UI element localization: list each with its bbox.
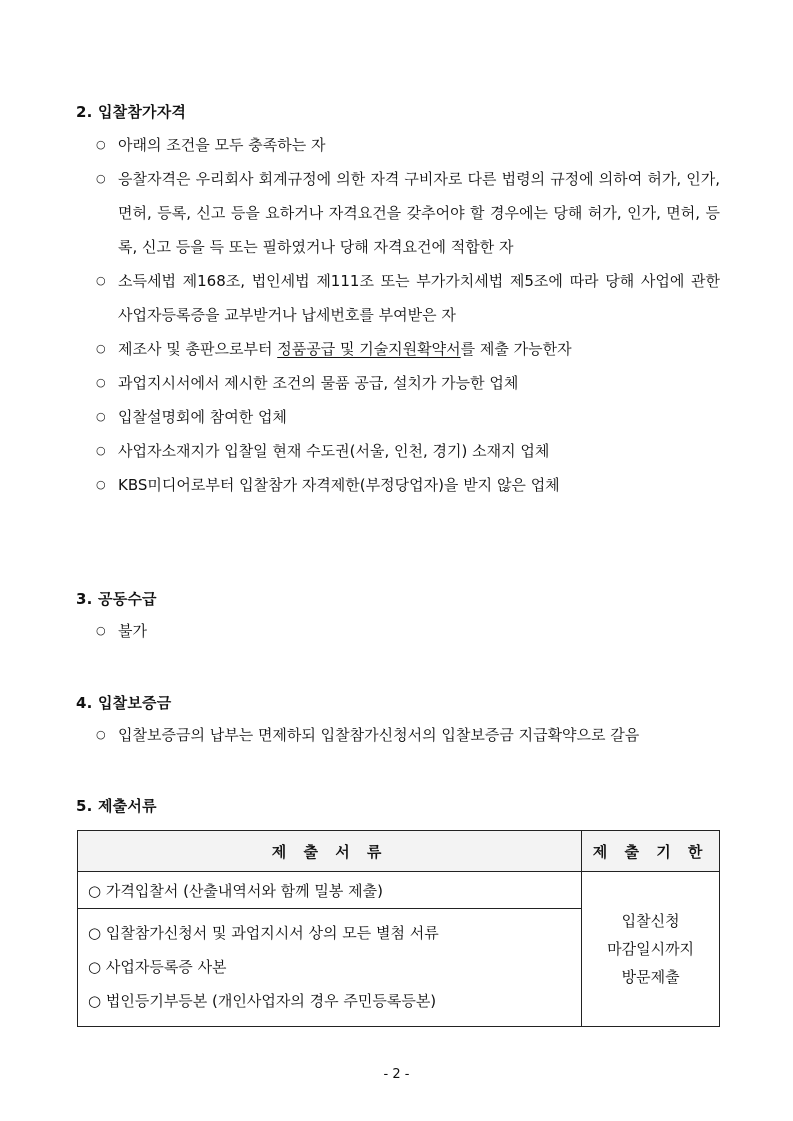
section-title-joint: 3. 공동수급 xyxy=(76,590,157,608)
list-item: ○ 과업지시서에서 제시한 조건의 물품 공급, 설치가 가능한 업체 xyxy=(96,366,720,400)
list-item: ○ 소득세법 제168조, 법인세법 제111조 또는 부가가치세법 제5조에 따라 당해 사업에 관한 사업자등록증을 교부받거나 납세번호를 부여받은 자 xyxy=(96,264,720,332)
header-documents: 제 출 서 류 xyxy=(78,831,582,872)
list-item: ○ 제조사 및 총판으로부터 정품공급 및 기술지원확약서를 제출 가능한자 xyxy=(96,332,720,366)
list-item: ○ 아래의 조건을 모두 충족하는 자 xyxy=(96,128,720,162)
bullet-icon: ○ xyxy=(96,274,106,287)
bullet-icon: ○ xyxy=(96,342,106,355)
bullet-icon: ○ xyxy=(96,410,106,423)
documents-table xyxy=(77,830,720,1027)
deadline-cell: 입찰신청 마감일시까지 방문제출 xyxy=(582,872,720,1027)
bullet-icon: ○ xyxy=(96,444,106,457)
table-row xyxy=(78,872,720,909)
bullet-icon: ○ xyxy=(96,624,106,637)
section-title-qualification: 2. 입찰참가자격 xyxy=(76,103,187,121)
list-item: ○ 응찰자격은 우리회사 회계규정에 의한 자격 구비자로 다른 법령의 규정에 의하여 허가, 인가, 면허, 등록, 신고 등을 요하거나 자격요건을 갖추어야 할 경우에는 당해 허가, 인가, 면허, 등록, 신고 등을 득 또는 필하였거나 당해 자격요건에 적합한 자 xyxy=(96,162,720,264)
bullet-icon: ○ xyxy=(96,138,106,151)
list-item: ○ KBS미디어로부터 입찰참가 자격제한(부정당업자)을 받지 않은 업체 xyxy=(96,468,720,502)
section-title-documents: 5. 제출서류 xyxy=(76,797,157,815)
list-item: ○ 불가 xyxy=(96,614,720,648)
underlined-text: 정품공급 및 기술지원확약서 xyxy=(277,340,461,358)
table-header-row xyxy=(78,831,720,872)
joint-list xyxy=(96,614,720,648)
doc-cell-price-bid: ○ 가격입찰서 (산출내역서와 함께 밀봉 제출) xyxy=(78,872,582,909)
bullet-icon: ○ xyxy=(96,728,106,741)
page-number: - 2 - xyxy=(383,1067,410,1082)
qualification-list xyxy=(96,128,720,502)
bullet-icon: ○ xyxy=(96,172,106,185)
bond-list xyxy=(96,718,720,752)
section-title-bond: 4. 입찰보증금 xyxy=(76,694,172,712)
bullet-icon: ○ xyxy=(96,478,106,491)
list-item: ○ 입찰설명회에 참여한 업체 xyxy=(96,400,720,434)
list-item: ○ 입찰보증금의 납부는 면제하되 입찰참가신청서의 입찰보증금 지급확약으로 갈음 xyxy=(96,718,720,752)
doc-cell-other-docs: ○ 입찰참가신청서 및 과업지시서 상의 모든 별첨 서류 ○ 사업자등록증 사본 ○ 법인등기부등본 (개인사업자의 경우 주민등록등본) xyxy=(78,909,582,1027)
bullet-icon: ○ xyxy=(96,376,106,389)
list-item: ○ 사업자소재지가 입찰일 현재 수도권(서울, 인천, 경기) 소재지 업체 xyxy=(96,434,720,468)
header-deadline: 제 출 기 한 xyxy=(582,831,720,872)
